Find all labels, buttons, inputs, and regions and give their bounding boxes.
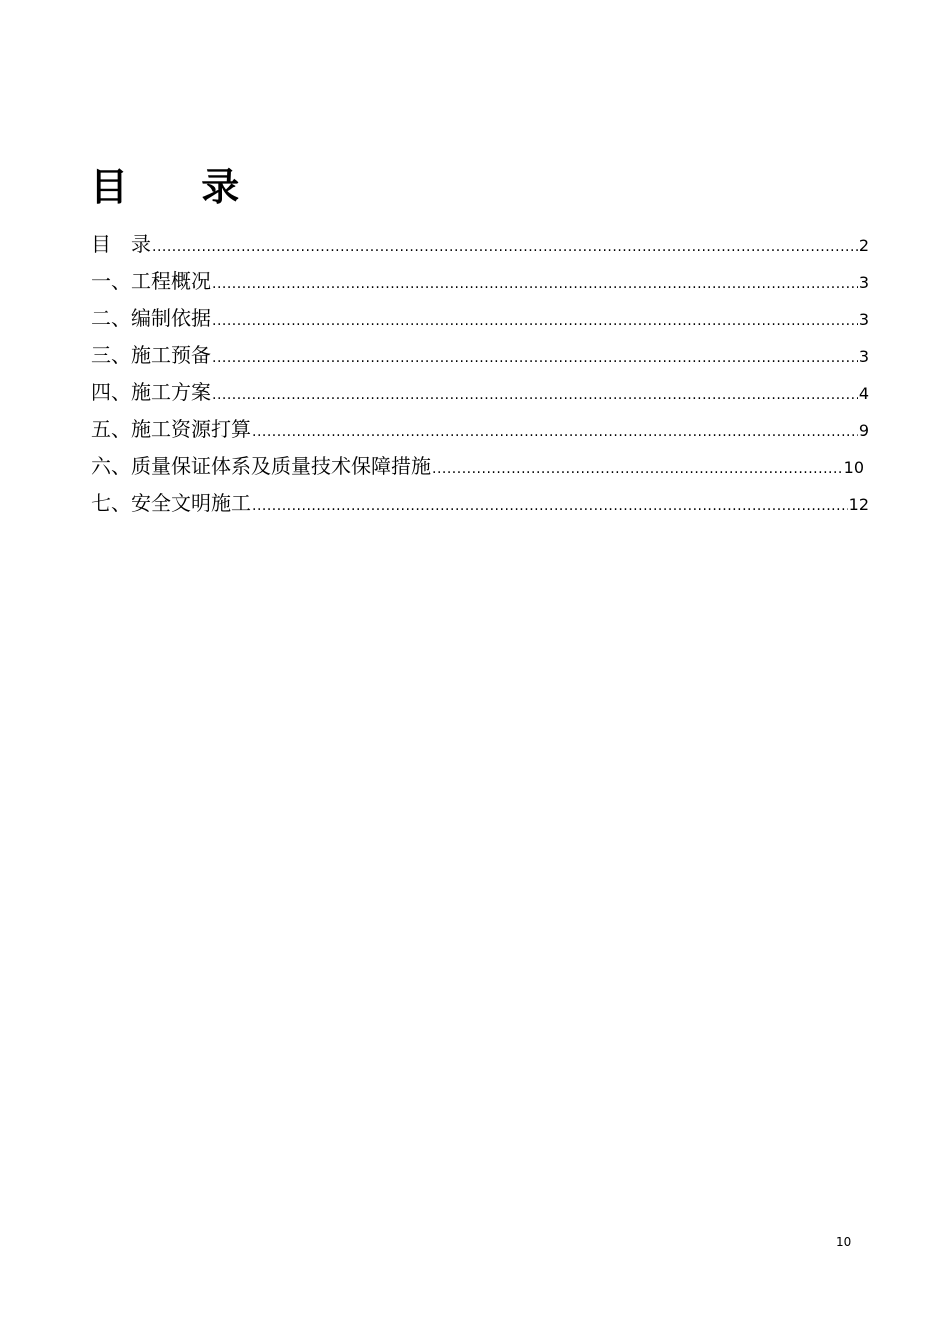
toc-leader-dots (212, 303, 858, 340)
toc-entry-title: 六、质量保证体系及质量技术保障措施 (91, 454, 431, 478)
toc-leader-dots (432, 451, 843, 488)
toc-leader-dots (252, 488, 848, 525)
toc-entry-title: 七、安全文明施工 (91, 491, 251, 515)
toc-entry-page-number: 3 (858, 273, 869, 292)
toc-entry-contents[interactable] (91, 226, 869, 263)
toc-entry-page-number: 4 (858, 384, 869, 403)
toc-entry-resource-plan[interactable] (91, 411, 869, 448)
toc-entry-title: 五、施工资源打算 (91, 417, 251, 441)
footer-page-number: 10 (836, 1235, 852, 1249)
toc-entry-page-number: 9 (858, 421, 869, 440)
toc-entry-preparation-basis[interactable] (91, 300, 869, 337)
toc-entry-page-number: 3 (858, 310, 869, 329)
toc-entry-title: 三、施工预备 (91, 343, 211, 367)
toc-entry-page-number: 10 (843, 458, 864, 477)
toc-entry-title: 四、施工方案 (91, 380, 211, 404)
toc-entry-construction-plan[interactable] (91, 374, 869, 411)
table-of-contents (91, 226, 869, 522)
toc-entry-title: 一、工程概况 (91, 269, 211, 293)
toc-leader-dots (212, 340, 858, 377)
toc-title: 目 录 (90, 165, 270, 210)
toc-entry-safe-civilized-construction[interactable] (91, 485, 869, 522)
toc-entry-title: 二、编制依据 (91, 306, 211, 330)
toc-entry-quality-assurance[interactable] (91, 448, 869, 485)
toc-entry-construction-preparation[interactable] (91, 337, 869, 374)
toc-leader-dots (212, 266, 858, 303)
toc-leader-dots (152, 229, 858, 266)
toc-entry-page-number: 2 (858, 236, 869, 255)
toc-entry-page-number: 12 (848, 495, 869, 514)
toc-leader-dots (252, 414, 858, 451)
toc-entry-project-overview[interactable] (91, 263, 869, 300)
toc-entry-title: 目 录 (91, 232, 151, 256)
toc-entry-page-number: 3 (858, 347, 869, 366)
toc-leader-dots (212, 377, 858, 414)
